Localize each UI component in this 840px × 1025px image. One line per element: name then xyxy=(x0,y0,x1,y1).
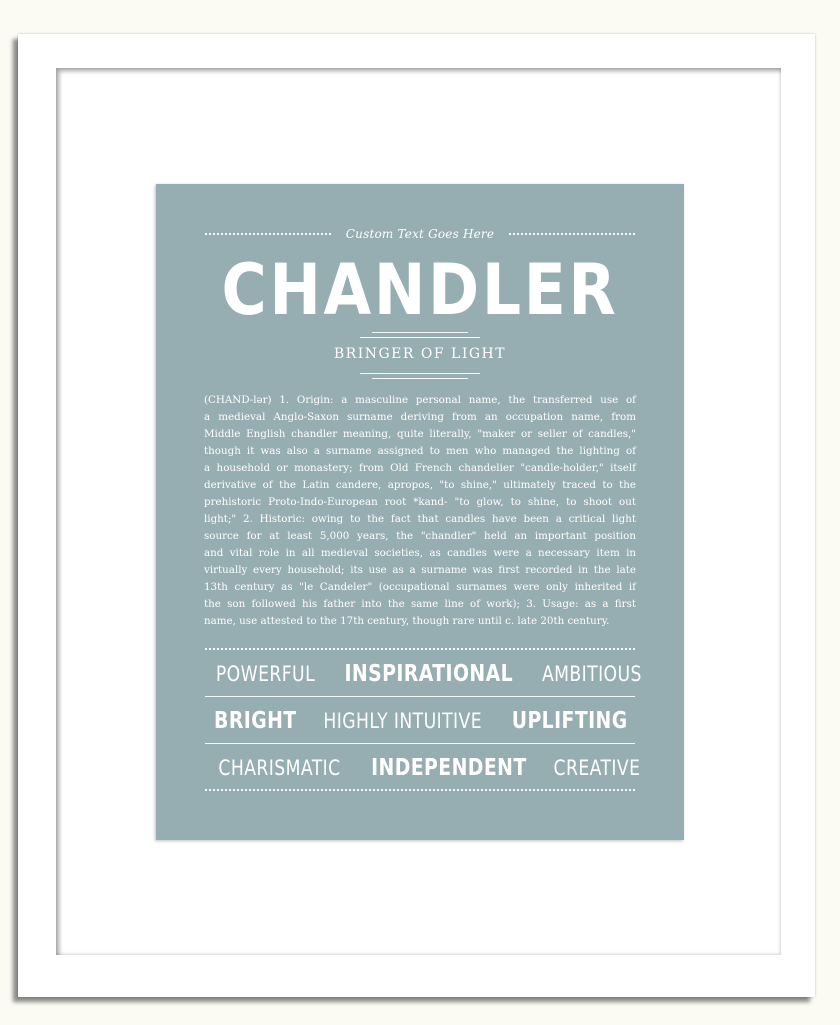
trait-row-2 xyxy=(205,704,635,738)
custom-text: Custom Text Goes Here xyxy=(345,227,495,241)
trait-word: UPLIFTING xyxy=(511,708,628,734)
dotted-line-right xyxy=(509,233,635,235)
dotted-divider-top xyxy=(205,648,635,650)
definition-line: virtually every household; its use as a surname was first recorded in the late xyxy=(204,564,636,576)
trait-word: CHARISMATIC xyxy=(218,756,341,780)
rule-above-meaning-1 xyxy=(372,332,468,333)
definition-line: name, use attested to the 17th century, though rare until c. late 20th century. xyxy=(204,615,610,627)
definition-line: source for at least 5,000 years, the "chandler" held an important position xyxy=(204,530,636,542)
trait-divider-2 xyxy=(205,743,635,744)
dotted-divider-bottom xyxy=(205,789,635,791)
definition-line: a medieval Anglo-Saxon surname deriving from an occupation name, from xyxy=(204,411,636,423)
name-meaning: BRINGER OF LIGHT xyxy=(333,346,507,362)
name-print xyxy=(156,184,684,840)
header-row xyxy=(205,222,635,246)
name-title: CHANDLER xyxy=(221,249,619,331)
definition-line: Middle English chandler meaning, quite literally, "maker or seller of candles," xyxy=(204,428,636,440)
dotted-line-left xyxy=(205,233,331,235)
definition-line: (CHAND-lər) 1. Origin: a masculine personal name, the transferred use of xyxy=(204,394,636,406)
definition-line: a household or monastery; from Old French chandelier "candle-holder," itself xyxy=(204,462,636,474)
name-definition xyxy=(204,392,636,630)
definition-line: though it was also a surname assigned to men who managed the lighting of xyxy=(204,445,636,457)
trait-word: INSPIRATIONAL xyxy=(344,661,513,687)
rule-below-meaning-2 xyxy=(372,378,468,379)
trait-row-1 xyxy=(205,657,643,691)
trait-word: BRIGHT xyxy=(214,708,297,734)
trait-word: AMBITIOUS xyxy=(542,662,643,686)
trait-word: INDEPENDENT xyxy=(371,755,527,781)
definition-line: and vital role in all medieval societies, as candles were a necessary item in xyxy=(204,547,636,559)
trait-divider-1 xyxy=(205,696,635,697)
rule-above-meaning-2 xyxy=(360,337,480,338)
trait-word: POWERFUL xyxy=(215,662,316,686)
trait-word: HIGHLY INTUITIVE xyxy=(323,709,482,733)
trait-row-3 xyxy=(205,751,641,785)
rule-below-meaning-1 xyxy=(360,373,480,374)
definition-line: derivative of the Latin candere, apropos, "to shine," ultimately traced to the xyxy=(204,479,636,491)
definition-line: the son followed his father into the same line of work); 3. Usage: as a first xyxy=(204,598,636,610)
definition-line: prehistoric Proto-Indo-European root *kand- "to glow, to shine, to shoot out xyxy=(204,496,636,508)
trait-word: CREATIVE xyxy=(553,756,641,780)
definition-line: light;" 2. Historic: owing to the fact that candles have been a critical light xyxy=(204,513,636,525)
definition-line: 13th century as "le Candeler" (occupational surnames were only inherited if xyxy=(204,581,636,593)
